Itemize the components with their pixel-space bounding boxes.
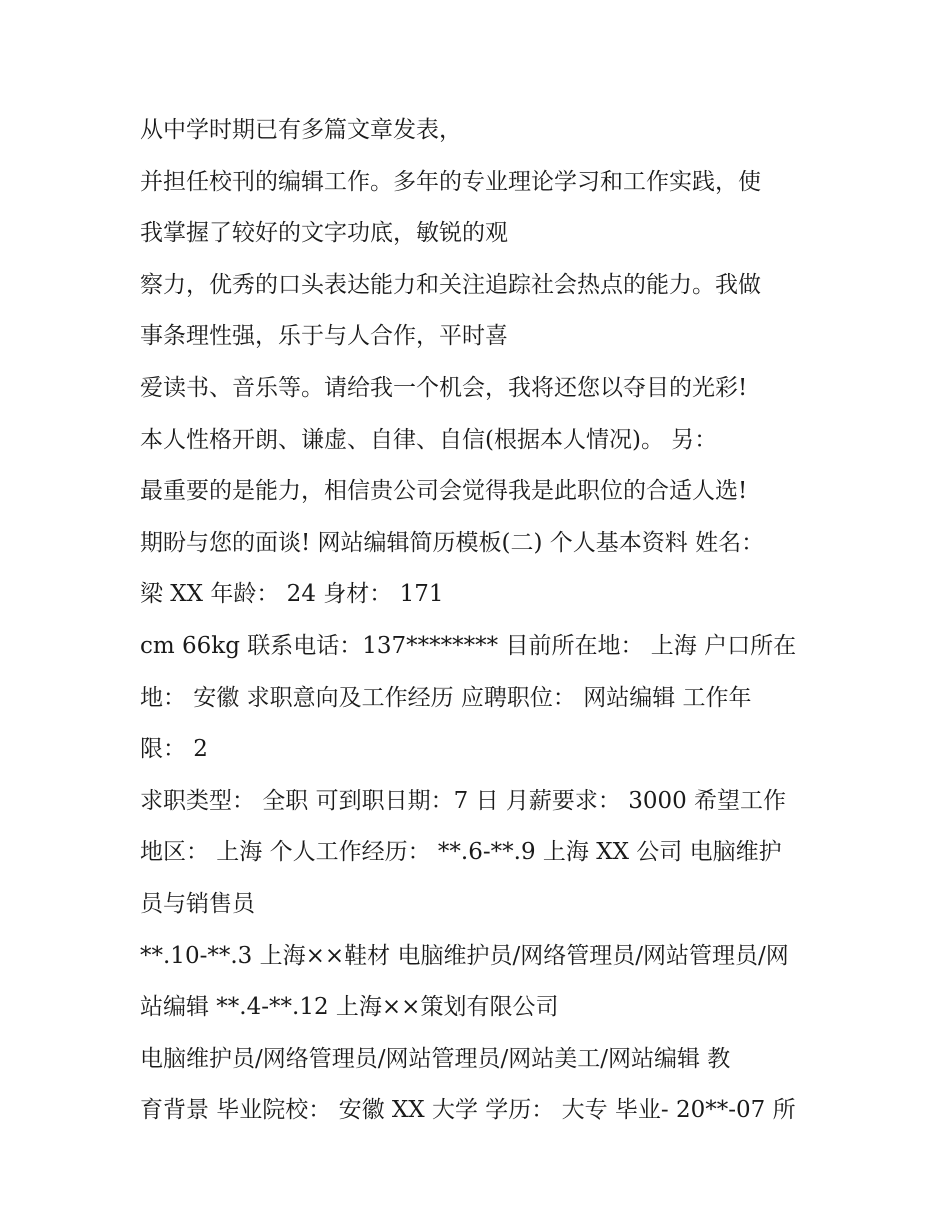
text-line-4: 察力，优秀的口头表达能力和关注追踪社会热点的能力。我做 xyxy=(140,271,761,298)
text-line-16: 员与销售员 xyxy=(140,890,255,917)
text-line-14: 求职类型： 全职 可到职日期：7 日 月薪要求： 3000 希望工作 xyxy=(140,787,787,814)
text-line-3: 我掌握了较好的文字功底，敏锐的观 xyxy=(140,220,508,247)
text-line-5: 事条理性强，乐于与人合作，平时喜 xyxy=(140,323,508,350)
text-line-17: **.10-**.3 上海××鞋材 电脑维护员/网络管理员/网站管理员/网 xyxy=(140,942,789,969)
text-line-1: 从中学时期已有多篇文章发表， xyxy=(140,117,462,143)
text-line-9: 期盼与您的面谈! 网站编辑简历模板(二) 个人基本资料 姓名： xyxy=(140,529,765,556)
text-line-18: 站编辑 **.4-**.12 上海××策划有限公司 xyxy=(140,994,559,1021)
text-line-7: 本人性格开朗、谦虚、自律、自信(根据本人情况)。 另： xyxy=(140,426,718,453)
text-line-11: cm 66kg 联系电话：137******** 目前所在地： 上海 户口所在 xyxy=(140,632,797,659)
text-line-19: 电脑维护员/网络管理员/网站管理员/网站美工/网站编辑 教 xyxy=(140,1045,731,1072)
text-line-12: 地： 安徽 求职意向及工作经历 应聘职位： 网站编辑 工作年 xyxy=(140,684,752,711)
text-line-20: 育背景 毕业院校： 安徽 XX 大学 学历： 大专 毕业- 20**-07 所 xyxy=(140,1097,796,1124)
text-line-15: 地区： 上海 个人工作经历： **.6-**.9 上海 XX 公司 电脑维护 xyxy=(140,839,782,866)
text-line-8: 最重要的是能力，相信贵公司会觉得我是此职位的合适人选! xyxy=(140,478,748,505)
text-line-13: 限： 2 xyxy=(140,736,208,763)
text-line-10: 梁 XX 年龄： 24 身材： 171 xyxy=(140,581,444,608)
text-line-2: 并担任校刊的编辑工作。多年的专业理论学习和工作实践，使 xyxy=(140,168,761,195)
document-body xyxy=(140,105,820,1137)
text-line-6: 爱读书、音乐等。请给我一个机会，我将还您以夺目的光彩! xyxy=(140,374,748,401)
